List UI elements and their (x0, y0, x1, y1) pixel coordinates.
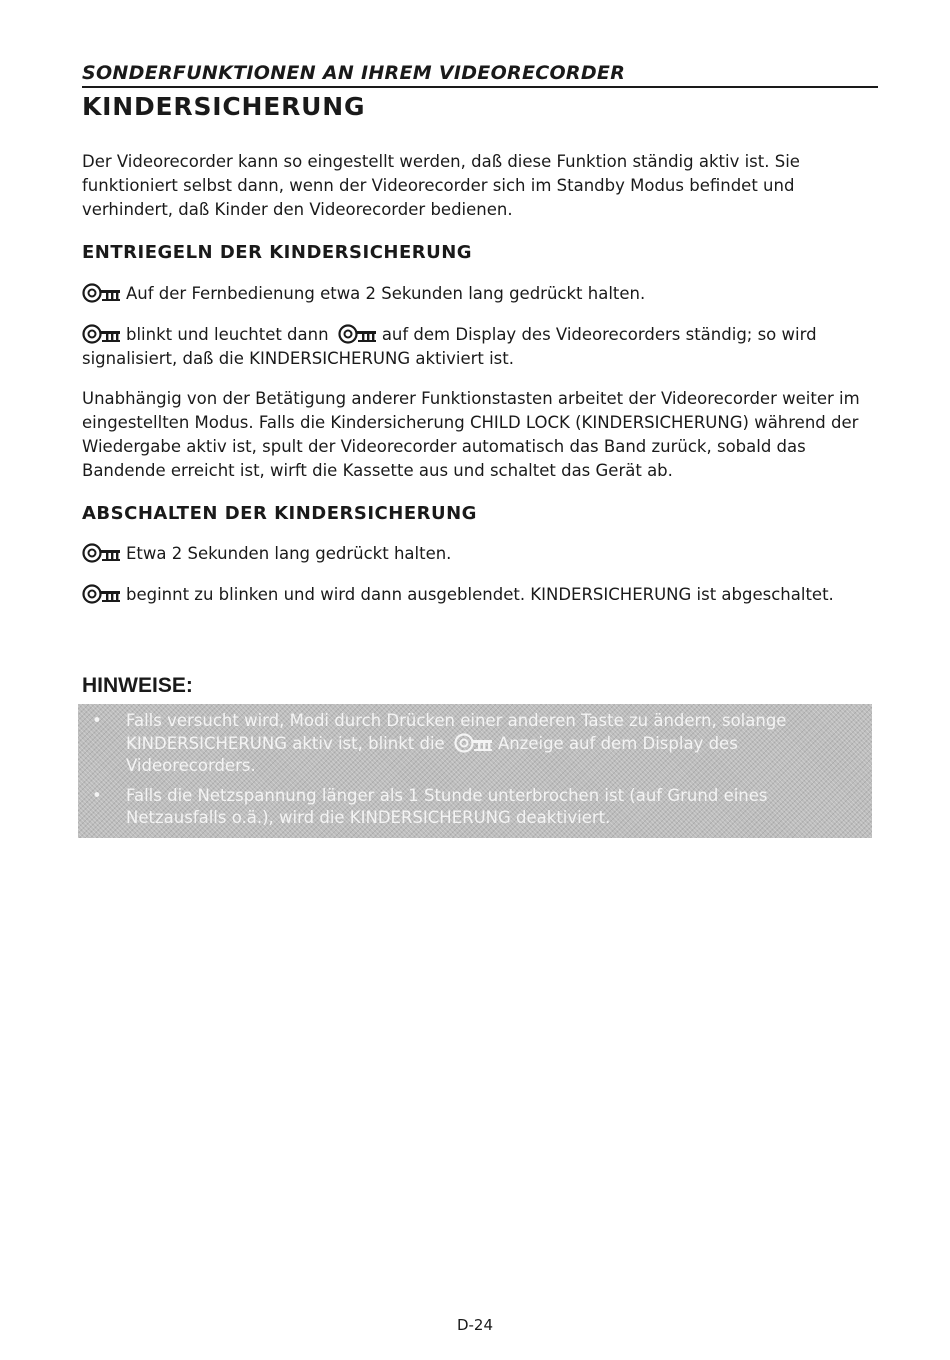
notes-list (78, 704, 872, 829)
notes-heading: HINWEISE: (82, 674, 193, 697)
unlock-heading: ENTRIEGELN DER KINDERSICHERUNG (82, 242, 473, 263)
lock-off-heading: ABSCHALTEN DER KINDERSICHERUNG (82, 503, 477, 524)
section-title: SONDERFUNKTIONEN AN IHREM VIDEORECORDER (82, 62, 878, 88)
notes-box (78, 704, 872, 838)
unlock-step-1-text: Auf der Fernbedienung etwa 2 Sekunden lang gedrückt halten. (126, 284, 646, 303)
key-lock-icon (338, 323, 378, 345)
manual-page (82, 62, 878, 827)
key-lock-icon (82, 583, 122, 605)
unlock-step-2 (82, 323, 878, 371)
key-lock-icon (82, 282, 122, 304)
unlock-step-2-text-b: auf dem Display des Videorecorders ständig; so wird signalisiert, daß die KINDERSICHERUNG aktiviert ist. (82, 325, 817, 368)
lock-off-step-1 (82, 542, 878, 566)
key-lock-icon (82, 323, 122, 345)
note-1-text-b: Anzeige auf dem Display des Videorecorders. (126, 734, 738, 775)
key-lock-icon (82, 542, 122, 564)
note-item (88, 710, 862, 777)
page-title: KINDERSICHERUNG (82, 92, 366, 121)
lock-off-step-2-text: beginnt zu blinken und wird dann ausgeblendet. KINDERSICHERUNG ist abgeschaltet. (126, 585, 834, 604)
note-2-text: Falls die Netzspannung länger als 1 Stunde unterbrochen ist (auf Grund eines Netzausfalls o.ä.), wird die KINDERSICHERUNG deaktiviert. (126, 786, 768, 827)
unlock-step-1 (82, 282, 878, 306)
note-item (88, 785, 862, 829)
intro-paragraph: Der Videorecorder kann so eingestellt werden, daß diese Funktion ständig aktiv ist. Sie funktioniert selbst dann, wenn der Videorecorder sich im Standby Modus befindet und verhindert, daß Kinder den Videorecorder bedienen. (82, 152, 800, 219)
key-lock-icon (454, 732, 494, 754)
lock-off-step-1-text: Etwa 2 Sekunden lang gedrückt halten. (126, 544, 452, 563)
bullet: • (92, 786, 102, 805)
unlock-info-paragraph: Unabhängig von der Betätigung anderer Funktionstasten arbeitet der Videorecorder weiter im eingestellten Modus. Falls die Kindersicherung CHILD LOCK (KINDERSICHERUNG) während der Wiedergabe aktiv ist, spult der Videorecorder automatisch das Band zurück, sobald das Bandende erreicht ist, wirft die Kassette aus und schaltet das Gerät ab. (82, 389, 860, 480)
page-number: D-24 (456, 1316, 494, 1334)
lock-off-step-2 (82, 583, 878, 607)
note-1-text-a: Falls versucht wird, Modi durch Drücken einer anderen Taste zu ändern, solange KINDERSICHERUNG aktiv ist, blinkt die (126, 711, 787, 753)
unlock-step-2-text-a: blinkt und leuchtet dann (126, 325, 329, 344)
bullet: • (92, 711, 102, 730)
